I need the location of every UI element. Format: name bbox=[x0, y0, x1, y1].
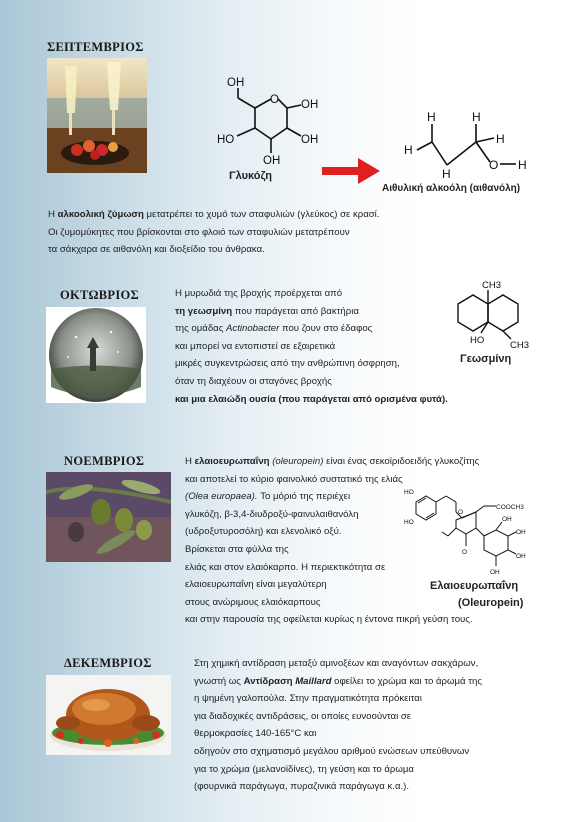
ring-oxygen: O bbox=[270, 94, 279, 106]
geosmin-structure bbox=[448, 276, 540, 356]
november-line-2: και αποτελεί το κύριο φαινολικό συστατικό της ελιάς bbox=[185, 473, 403, 485]
geosmin-ch3-bottom: CH3 bbox=[510, 340, 530, 351]
month-october: ΟΚΤΩΒΡΙΟΣ bbox=[60, 288, 139, 302]
month-december: ΔΕΚΕΜΒΡΙΟΣ bbox=[64, 656, 152, 670]
november-line-8: ελαιοευρωπαΐνη είναι μεγαλύτερη bbox=[185, 579, 327, 591]
glucose-structure bbox=[205, 68, 325, 180]
text: Η bbox=[185, 456, 195, 467]
september-line-2: Οι ζυμομύκητες που βρίσκονται στο φλοιό των σταφυλιών μετατρέπουν bbox=[48, 226, 350, 238]
october-line-4: και μπορεί να εντοπιστεί σε εξαιρετικά bbox=[175, 340, 336, 352]
november-line-5: (υδροξυτυροσόλη) και ελενολικό οξύ. bbox=[185, 526, 342, 538]
text: οφείλει το χρώμα και το άρωμά της bbox=[331, 675, 482, 687]
geosmin-ch3-top: CH3 bbox=[482, 280, 502, 291]
october-paragraph bbox=[175, 285, 448, 408]
november-line-10: και στην παρουσία της οφείλεται κυρίως η έντονα πικρή γεύση τους. bbox=[185, 614, 473, 626]
november-line-9: στους ανώριμους ελαιόκαρπους bbox=[185, 596, 321, 608]
glucose-ho-left: HO bbox=[217, 134, 235, 146]
glucose-label: Γλυκόζη bbox=[229, 170, 272, 182]
month-september: ΣΕΠΤΕΜΒΡΙΟΣ bbox=[47, 40, 144, 54]
oleuropein-label: Ελαιοευρωπαΐνη bbox=[430, 580, 519, 592]
text: γνωστή ως bbox=[194, 675, 244, 687]
glucose-oh-right: OH bbox=[301, 99, 319, 111]
wine-toast-photo bbox=[47, 58, 147, 173]
bold-term: και μια ελαιώδη ουσία (που παράγεται από ορισμένα φυτά). bbox=[175, 393, 448, 405]
roast-turkey-photo bbox=[46, 675, 171, 755]
reaction-arrow-icon bbox=[322, 158, 380, 184]
oleuropein-oh-1: OH bbox=[516, 529, 526, 536]
oleuropein-latin-label: (Oleuropein) bbox=[458, 597, 524, 609]
ethanol-h5: H bbox=[442, 167, 451, 181]
ethanol-h4: H bbox=[404, 143, 413, 157]
oleuropein-o1: O bbox=[458, 509, 464, 516]
december-line-7: για το χρώμα (μελανοϊδίνες), τη γεύση και το άρωμα bbox=[194, 763, 414, 775]
geosmin-label: Γεωσμίνη bbox=[460, 353, 512, 365]
september-line-1 bbox=[48, 206, 379, 224]
september-line-3: τα σάκχαρα σε αιθανόλη και διοξείδιο του άνθρακα. bbox=[48, 244, 265, 256]
ethanol-structure bbox=[392, 104, 542, 184]
text: μετατρέπει το χυμό των σταφυλιών (γλεύκος) σε κρασί. bbox=[143, 209, 380, 220]
oleuropein-cooch3: COOCH3 bbox=[496, 504, 524, 511]
glucose-oh-top: OH bbox=[227, 77, 245, 89]
text: της ομάδας bbox=[175, 323, 226, 335]
bold-term: Αντίδραση bbox=[243, 675, 296, 687]
ethanol-h3: H bbox=[496, 132, 505, 146]
october-line-5: μικρές συγκεντρώσεις από την ανθρώπινη όσφρηση, bbox=[175, 358, 400, 370]
december-line-3: η ψημένη γαλοπούλα. Στην πραγματικότητα πρόκειται bbox=[194, 693, 422, 705]
november-line-7: ελιάς και στον ελαιόκαρπο. Η περιεκτικότητα σε bbox=[185, 561, 386, 573]
text: που παράγεται από βακτήρια bbox=[232, 305, 359, 317]
november-line-6: Βρίσκεται στα φύλλα της bbox=[185, 543, 289, 555]
bold-term: αλκοολική ζύμωση bbox=[57, 209, 144, 220]
bold-term: ελαιοευρωπαΐνη bbox=[194, 456, 270, 467]
month-november: ΝΟΕΜΒΡΙΟΣ bbox=[64, 454, 145, 468]
december-line-8: (φουρνικά παράγωγα, πυραζινικά παράγωγα κ.α.). bbox=[194, 781, 410, 793]
october-line-7 bbox=[175, 391, 448, 409]
december-line-1: Στη χημική αντίδραση μεταξύ αμινοξέων και αναγόντων σακχάρων, bbox=[194, 658, 479, 669]
ethanol-h6: H bbox=[518, 158, 527, 172]
oleuropein-o2: O bbox=[462, 549, 468, 556]
ethanol-o: O bbox=[489, 158, 499, 172]
october-line-3 bbox=[175, 320, 448, 338]
november-line-4: γλυκόζη, β-3,4-διυδροξύ-φαινυλαιθανόλη bbox=[185, 508, 359, 520]
text: Η bbox=[48, 209, 58, 220]
text: είναι ένας σεκοϊριδοειδής γλυκοζίτης bbox=[323, 456, 480, 467]
italic-term: (Olea europaea). bbox=[185, 491, 258, 503]
december-line-6: οδηγούν στο σχηματισμό μεγάλου αριθμού ενώσεων υπεύθυνων bbox=[194, 745, 470, 757]
olives-photo bbox=[46, 472, 171, 562]
december-line-5: θερμοκρασίες 140-165°C και bbox=[194, 728, 317, 740]
oleuropein-oh-3: OH bbox=[490, 569, 500, 576]
oleuropein-oh-2: OH bbox=[516, 553, 526, 560]
september-paragraph bbox=[48, 206, 379, 259]
bold-italic-term: Maillard bbox=[295, 675, 332, 687]
text: που ζουν στο έδαφος bbox=[279, 323, 373, 335]
oleuropein-structure bbox=[404, 484, 554, 576]
italic-term: (oleuropein) bbox=[269, 456, 324, 467]
ethanol-h2: H bbox=[472, 110, 481, 124]
geosmin-ho: HO bbox=[470, 335, 485, 346]
october-line-6: όταν τη διαχέουν οι σταγόνες βροχής bbox=[175, 375, 332, 387]
october-line-2 bbox=[175, 303, 448, 321]
december-line-2 bbox=[194, 673, 482, 691]
oleuropein-ho-mid: HO bbox=[404, 519, 414, 526]
rain-window-photo bbox=[46, 307, 146, 403]
ethanol-label: Αιθυλική αλκοόλη (αιθανόλη) bbox=[382, 183, 521, 194]
oleuropein-ho-top: HO bbox=[404, 489, 414, 496]
italic-term: Actinobacter bbox=[226, 323, 280, 335]
october-line-1: Η μυρωδιά της βροχής προέρχεται από bbox=[175, 288, 343, 299]
oleuropein-oh-4: OH bbox=[502, 516, 512, 523]
text: Το μόριό της περιέχει bbox=[257, 491, 351, 503]
december-line-4: για διαδοχικές αντιδράσεις, οι οποίες ευνοούνται σε bbox=[194, 710, 412, 722]
glucose-oh-lowright: OH bbox=[301, 134, 319, 146]
november-line-1 bbox=[185, 453, 479, 471]
december-paragraph bbox=[194, 655, 482, 796]
ethanol-h1: H bbox=[427, 110, 436, 124]
glucose-oh-bottom: OH bbox=[263, 155, 281, 167]
bold-term: τη γεωσμίνη bbox=[175, 305, 233, 317]
